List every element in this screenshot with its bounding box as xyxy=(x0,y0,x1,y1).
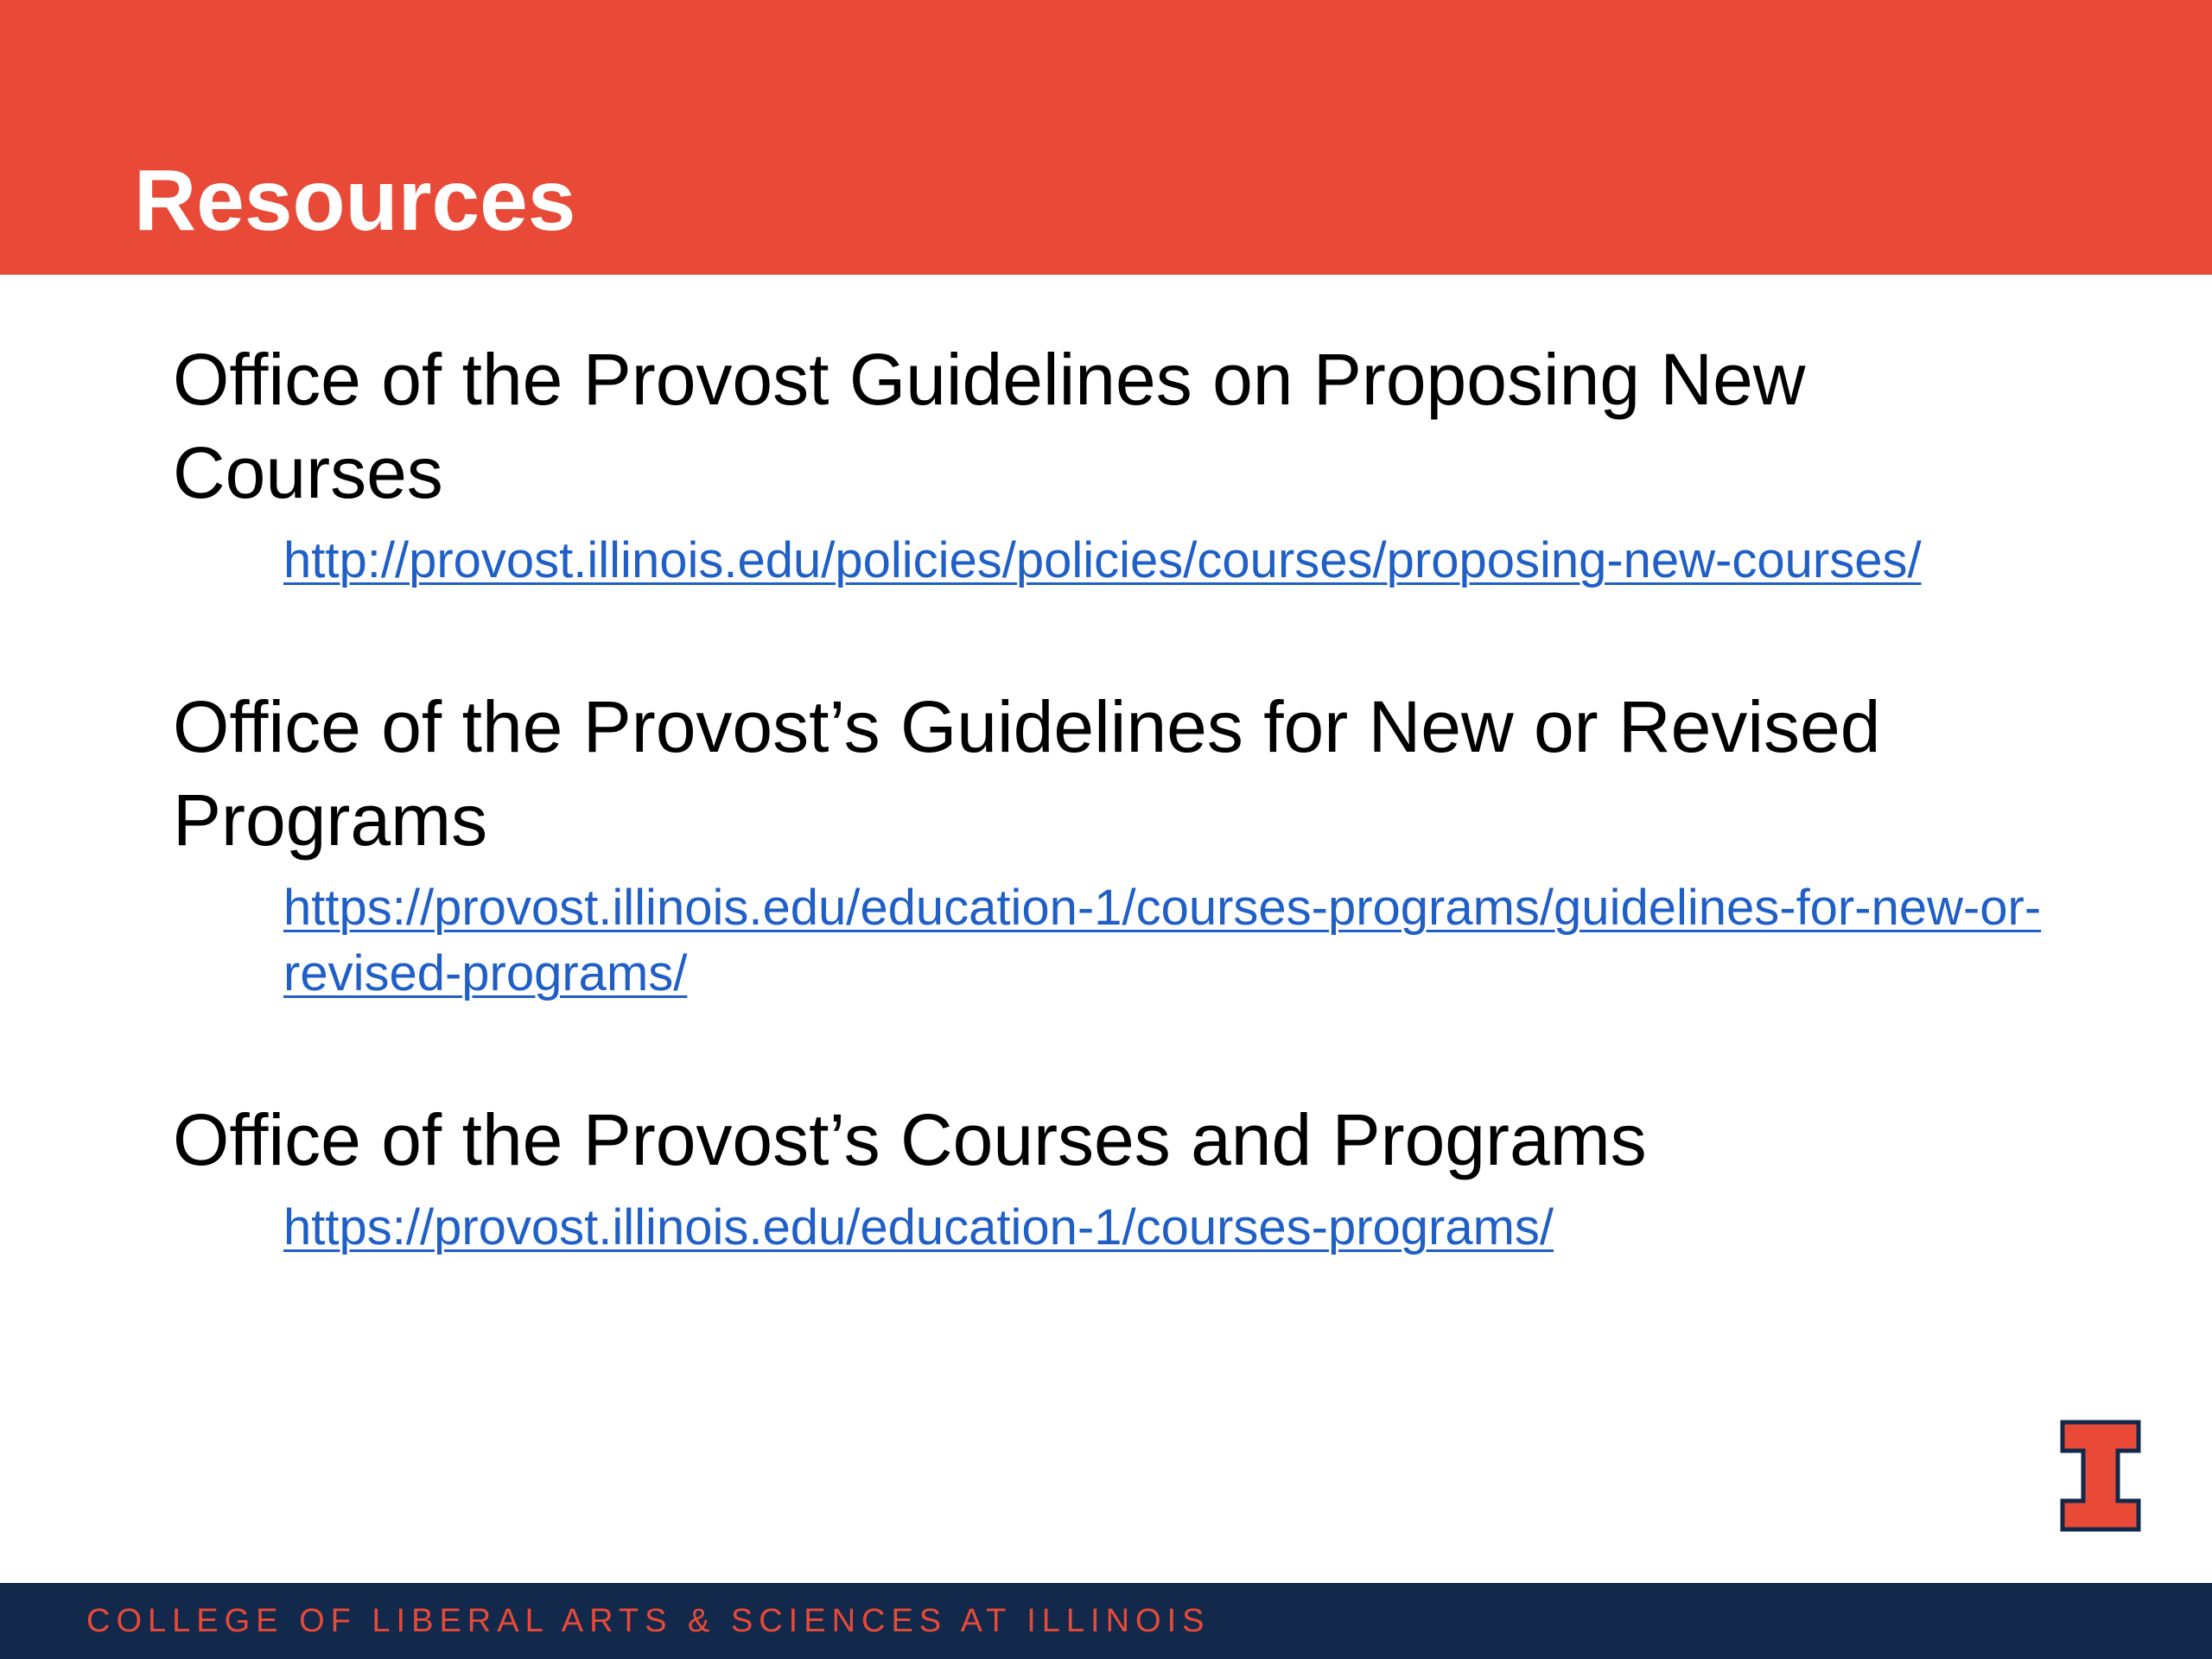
resource-link[interactable]: https://provost.illinois.edu/education-1/courses-programs/guidelines-for-new-or-revised-programs/ xyxy=(283,880,2042,1001)
resource-item xyxy=(173,333,2074,594)
resource-link[interactable]: https://provost.illinois.edu/education-1/courses-programs/ xyxy=(283,1199,1554,1255)
header-band xyxy=(0,0,2212,275)
resource-title: Office of the Provost Guidelines on Proposing New Courses xyxy=(173,339,1806,513)
slide-title: Resources xyxy=(134,152,576,249)
resource-item xyxy=(173,1093,2074,1261)
resource-link[interactable]: http://provost.illinois.edu/policies/policies/courses/proposing-new-courses/ xyxy=(283,532,1922,588)
footer-text: COLLEGE OF LIBERAL ARTS & SCIENCES AT ILLINOIS xyxy=(86,1603,1211,1639)
resource-title: Office of the Provost’s Courses and Programs xyxy=(173,1099,1647,1180)
block-i-logo-icon xyxy=(2060,1420,2141,1532)
resource-list xyxy=(173,333,2074,1347)
resource-title: Office of the Provost’s Guidelines for New or Revised Programs xyxy=(173,686,1881,861)
resource-item xyxy=(173,680,2074,1007)
footer-band xyxy=(0,1583,2212,1659)
